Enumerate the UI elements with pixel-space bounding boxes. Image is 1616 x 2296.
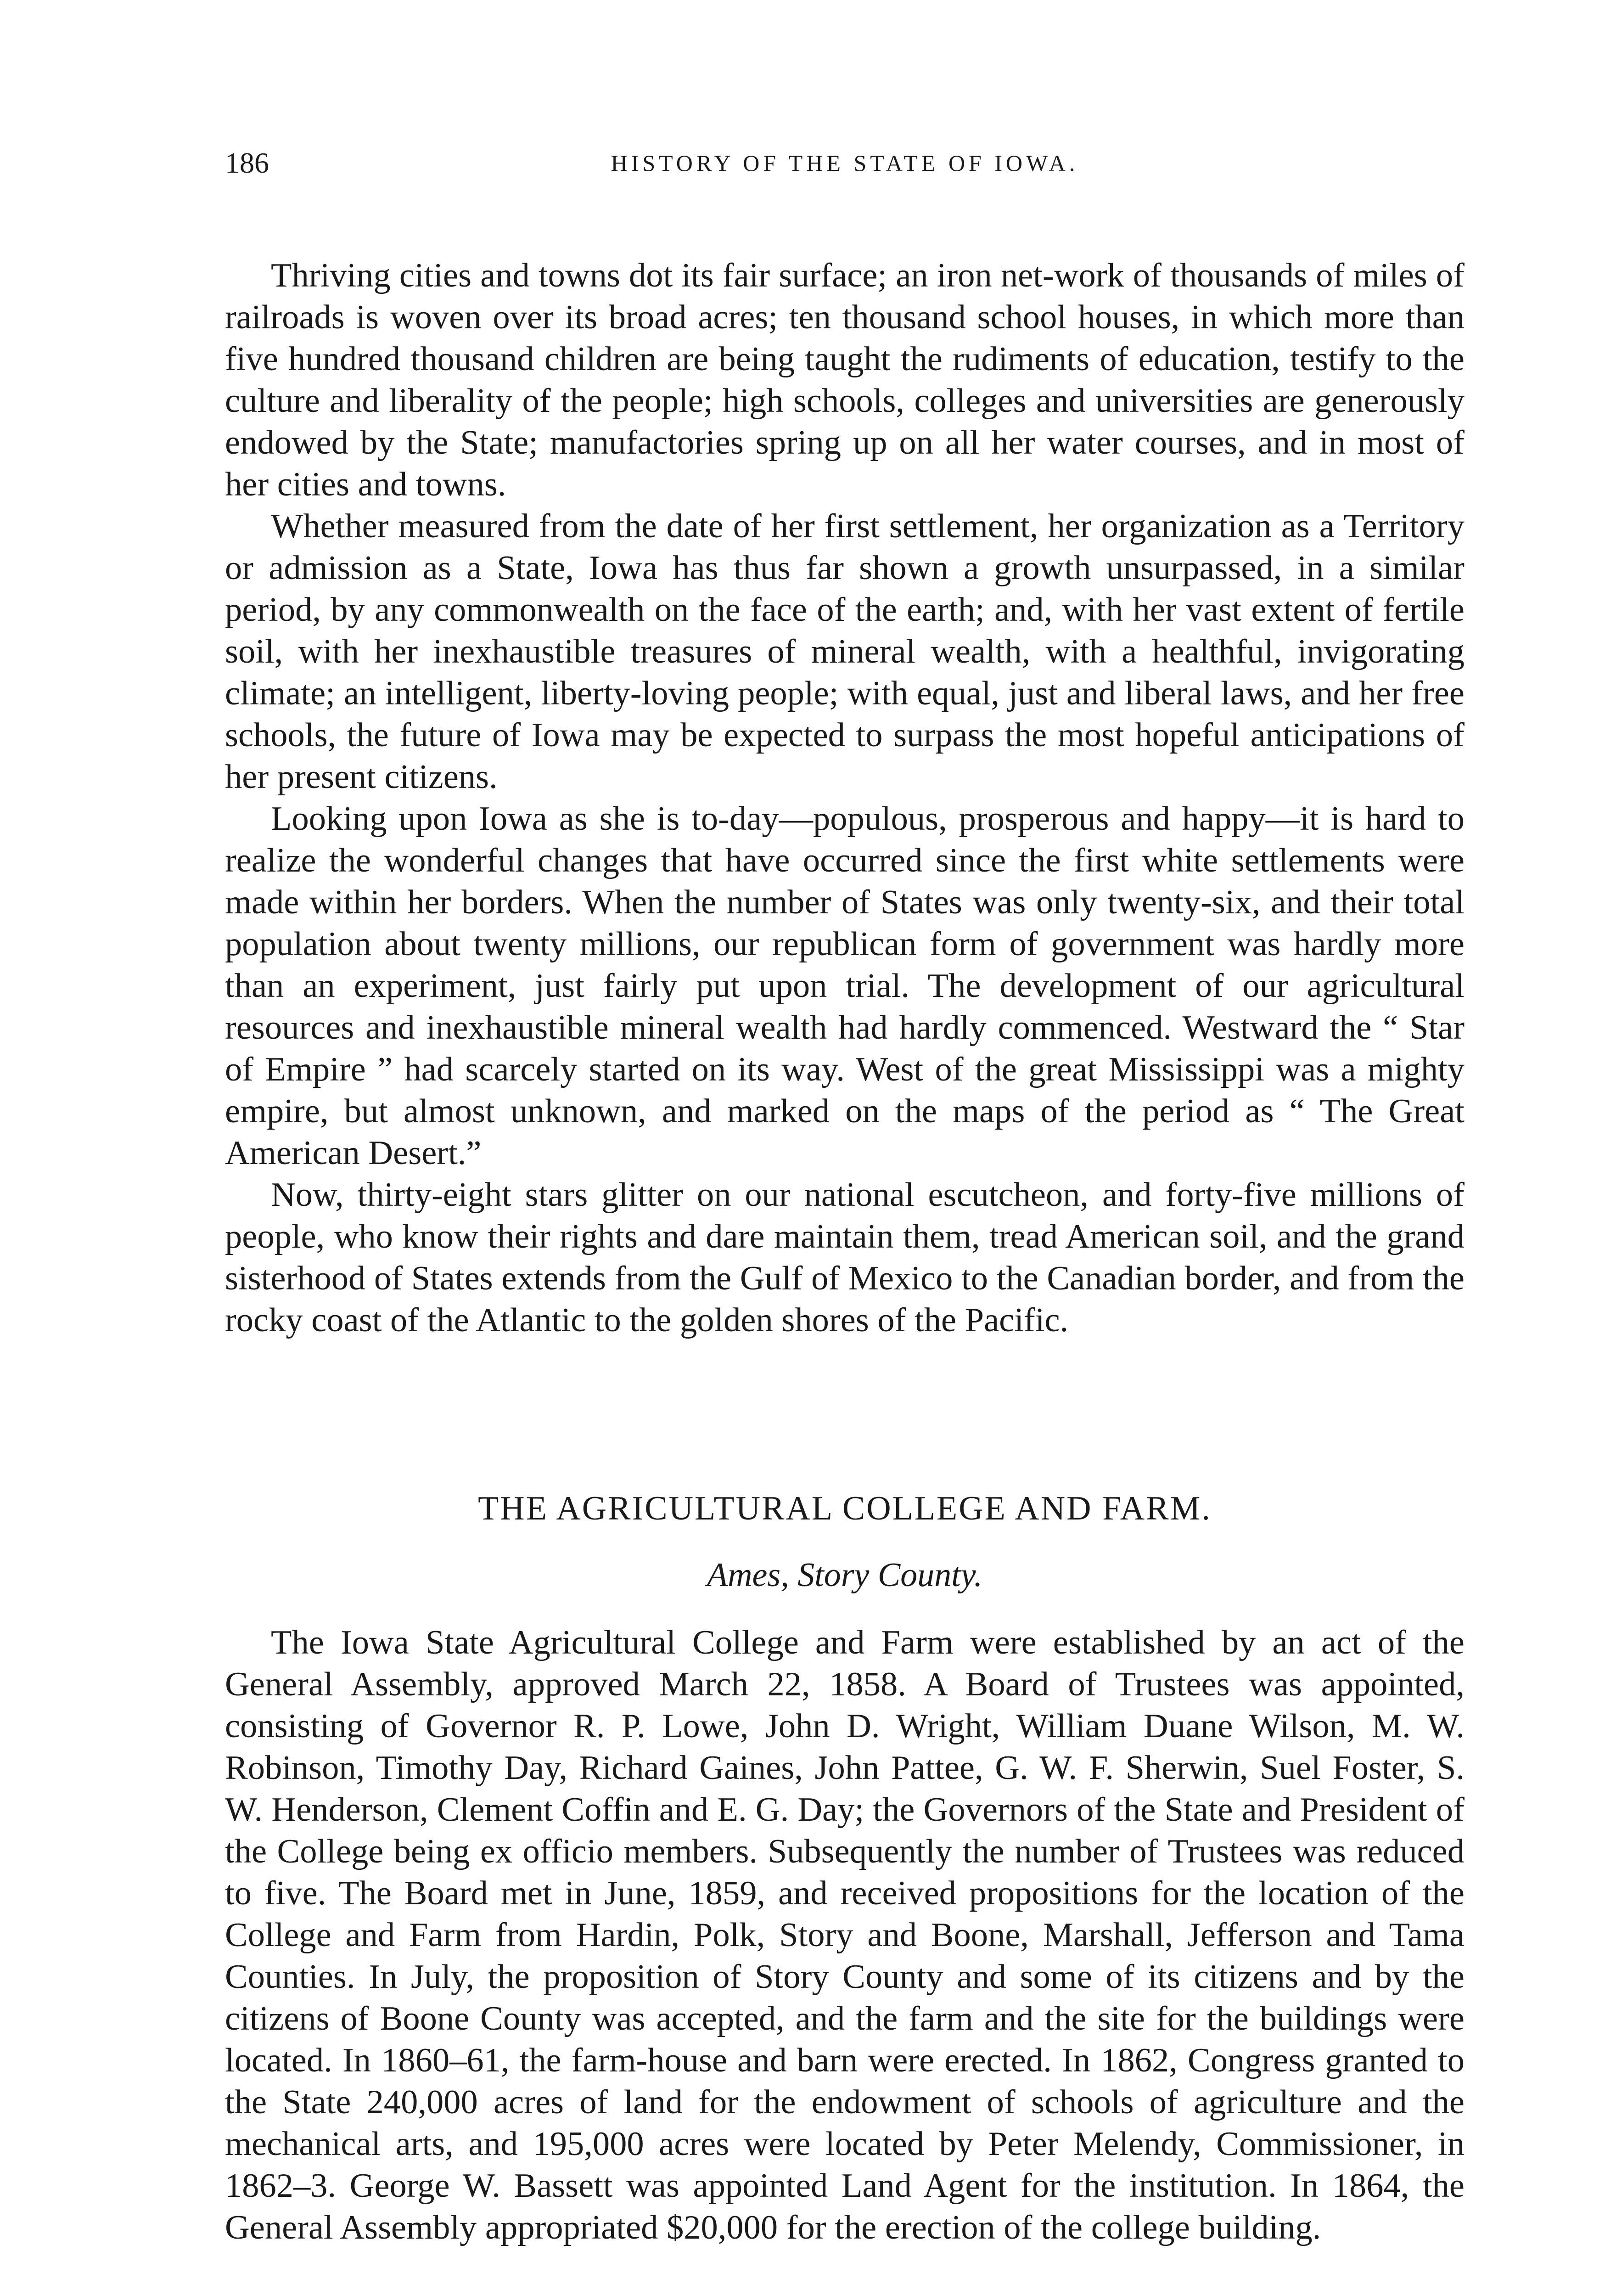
section-text xyxy=(225,1622,1464,2249)
section-subtitle: Ames, Story County. xyxy=(707,1556,983,1594)
page-number: 186 xyxy=(225,146,269,179)
paragraph: Whether measured from the date of her first settlement, her organization as a Territory or admission as a State, Iowa has thus far shown a growth unsurpassed, in a similar period, by any commonwealth on the face of the earth; and, with her vast extent of fertile soil, with her inexhaustible treasures of mineral wealth, with a healthful, invigorating climate; an intelligent, liberty-loving people; with equal, just and liberal laws, and her free schools, the future of Iowa may be expected to surpass the most hopeful anticipations of her present citizens. xyxy=(225,507,1464,796)
body-text xyxy=(225,255,1464,1341)
paragraph: Looking upon Iowa as she is to-day—populous, prosperous and happy—it is hard to realize the wonderful changes that have occurred since the first white settlements were made within her borders. When the number of States was only twenty-six, and their total population about twenty millions, our republican form of government was hardly more than an experiment, just fairly put upon trial. The development of our agricultural resources and inexhaustible mineral wealth had hardly commenced. Westward the “ Star of Empire ” had scarcely started on its way. West of the great Mississippi was a mighty empire, but almost unknown, and marked on the maps of the period as “ The Great American Desert.” xyxy=(225,800,1464,1172)
running-head xyxy=(225,138,1464,188)
paragraph: Thriving cities and towns dot its fair surface; an iron net-work of thousands of miles of railroads is woven over its broad acres; ten thousand school houses, in which more than five hundred thousand children are being taught the rudiments of education, testify to the culture and liberality of the people; high schools, colleges and universities are generously endowed by the State; manufactories spring up on all her water courses, and in most of her cities and towns. xyxy=(225,257,1464,503)
section-title: THE AGRICULTURAL COLLEGE AND FARM. xyxy=(478,1490,1212,1527)
paragraph: Now, thirty-eight stars glitter on our national escutcheon, and forty-five millions of people, who know their rights and dare maintain them, tread American soil, and the grand sisterhood of States extends from the Gulf of Mexico to the Canadian border, and from the rocky coast of the Atlantic to the golden shores of the Pacific. xyxy=(225,1176,1464,1339)
running-title: HISTORY OF THE STATE OF IOWA. xyxy=(611,150,1079,176)
paragraph: The Iowa State Agricultural College and Farm were established by an act of the General Assembly, approved March 22, 1858. A Board of Trustees was appointed, consisting of Governor R. P. Lowe, John D. Wright, William Duane Wilson, M. W. Robinson, Timothy Day, Richard Gaines, John Pattee, G. W. F. Sherwin, Suel Foster, S. W. Henderson, Clement Coffin and E. G. Day; the Governors of the State and President of the College being ex officio members. Subsequently the number of Trustees was reduced to five. The Board met in June, 1859, and received propositions for the location of the College and Farm from Hardin, Polk, Story and Boone, Marshall, Jefferson and Tama Counties. In July, the proposition of Story County and some of its citizens and by the citizens of Boone County was accepted, and the farm and the site for the buildings were located. In 1860–61, the farm-house and barn were erected. In 1862, Congress granted to the State 240,000 acres of land for the endowment of schools of agriculture and the mechanical arts, and 195,000 acres were located by Peter Melendy, Commissioner, in 1862–3. George W. Bassett was appointed Land Agent for the institution. In 1864, the General Assembly appropriated $20,000 for the erection of the college building. xyxy=(225,1624,1464,2246)
